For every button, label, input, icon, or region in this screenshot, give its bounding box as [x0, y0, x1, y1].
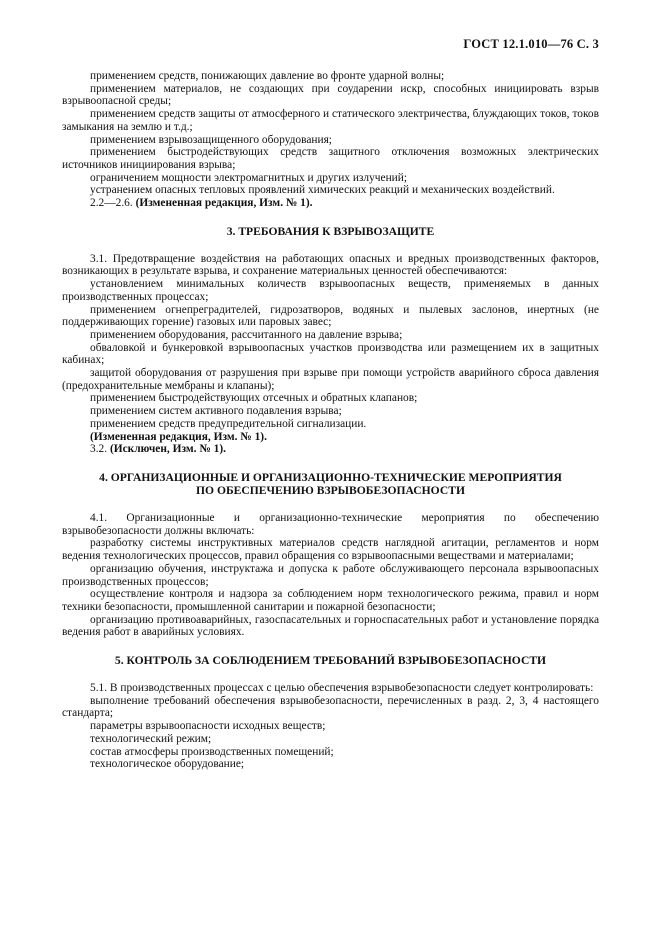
list-item: применением оборудования, рассчитанного на давление взрыва; [90, 328, 403, 341]
amendment-note [62, 197, 599, 210]
clause-number: 2.2—2.6. [90, 197, 133, 210]
list-item: обваловкой и бункеровкой взрывоопасных участков производства или размещением их в защитных кабинах; [62, 341, 599, 367]
list-item: применением взрывозащищенного оборудования; [90, 133, 332, 146]
section-4-title-line-2: ПО ОБЕСПЕЧЕНИЮ ВЗРЫВОБЕЗОПАСНОСТИ [196, 483, 465, 497]
clause-number: 3.2. [90, 443, 108, 456]
list-item: устранением опасных тепловых проявлений химических реакций и механических воздействий. [90, 184, 555, 197]
list-item: применением быстродействующих отсечных и обратных клапанов; [90, 392, 418, 405]
list-item: организацию противоаварийных, газоспасательных и горноспасательных работ и установление порядка ведения работ в аварийных условиях. [62, 613, 599, 639]
clause-3-1: 3.1. Предотвращение воздействия на работающих опасных и вредных производственных факторов, возникающих в результате взрыва, и сохранение материальных ценностей обеспечиваются: [62, 252, 599, 278]
amendment-note: (Измененная редакция, Изм. № 1). [90, 430, 267, 443]
page-header: ГОСТ 12.1.010—76 С. 3 [463, 37, 599, 51]
section-4-title [62, 471, 599, 497]
section-3-title: 3. ТРЕБОВАНИЯ К ВЗРЫВОЗАЩИТЕ [226, 224, 435, 238]
amendment-text: (Исключен, Изм. № 1). [109, 443, 226, 456]
amendment-text: (Измененная редакция, Изм. № 1). [135, 197, 313, 210]
list-item: разработку системы инструктивных материалов средств наглядной агитации, регламентов и норм ведения технологических процессов, правил обращения со взрывоопасными веществами и материалами; [62, 537, 599, 563]
list-item: применением систем активного подавления взрыва; [90, 405, 342, 418]
list-item: применением материалов, не создающих при соударении искр, способных инициировать взрыв взрывоопасной среды; [62, 82, 599, 108]
section-4-title-line-1: 4. ОРГАНИЗАЦИОННЫЕ И ОРГАНИЗАЦИОННО-ТЕХНИЧЕСКИЕ МЕРОПРИЯТИЯ [99, 470, 562, 484]
list-item: применением быстродействующих средств защитного отключения возможных электрических источников инициирования взрыва; [62, 146, 599, 171]
list-item: применением средств защиты от атмосферного и статического электричества, блуждающих токов, токов замыкания на землю и т.д.; [62, 108, 599, 133]
list-item: ограничением мощности электромагнитных и других излучений; [90, 171, 408, 184]
list-item: технологическое оборудование; [90, 758, 245, 771]
list-item: применением огнепреградителей, гидрозатворов, водяных и пылевых заслонов, инертных (не поддерживающих горение) газовых или паровых завес; [62, 303, 599, 329]
clause-5-1: 5.1. В производственных процессах с целью обеспечения взрывобезопасности следует контролировать: [90, 682, 594, 695]
list-item: применением средств предупредительной сигнализации. [90, 417, 367, 430]
list-item: защитой оборудования от разрушения при взрыве при помощи устройств аварийного сброса давления (предохранительные мембраны и клапаны); [62, 367, 599, 392]
clause-4-1: 4.1. Организационные и организационно-технические мероприятия по обеспечению взрывобезопасности должны включать: [62, 511, 599, 537]
list-item: установлением минимальных количеств взрывоопасных веществ, применяемых в данных производственных процессах; [62, 278, 599, 303]
list-item: выполнение требований обеспечения взрывобезопасности, перечисленных в разд. 2, 3, 4 настоящего стандарта; [62, 694, 599, 720]
section-5-title: 5. КОНТРОЛЬ ЗА СОБЛЮДЕНИЕМ ТРЕБОВАНИЙ ВЗРЫВОБЕЗОПАСНОСТИ [114, 654, 547, 668]
list-item: осуществление контроля и надзора за соблюдением норм технологического режима, правил и норм техники безопасности, промышленной санитарии и пожарной безопасности; [62, 588, 599, 613]
clause-3-2 [62, 443, 599, 456]
list-item: организацию обучения, инструктажа и допуска к работе обслуживающего персонала взрывоопасных производственных процессов; [62, 562, 599, 588]
document-body [62, 70, 599, 771]
list-item: параметры взрывоопасности исходных веществ; [90, 720, 326, 733]
list-item: применением средств, понижающих давление во фронте ударной волны; [90, 70, 445, 82]
list-item: технологический режим; [90, 732, 212, 745]
list-item: состав атмосферы производственных помещений; [90, 745, 334, 758]
